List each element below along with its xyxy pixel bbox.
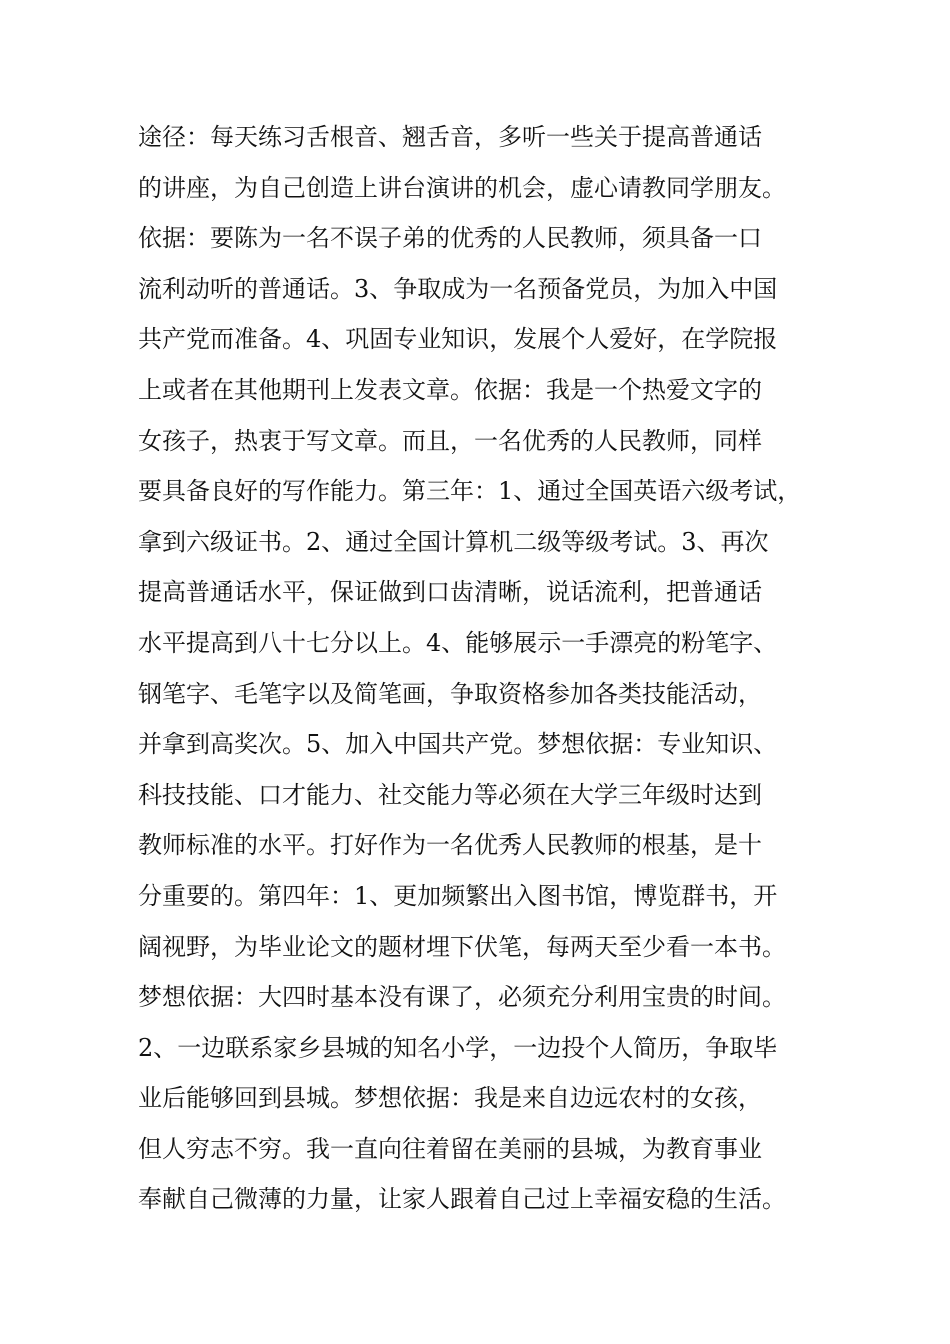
text-line: 共产党而准备。4、巩固专业知识，发展个人爱好，在学院报 (138, 325, 778, 354)
text-line: 梦想依据：大四时基本没有课了，必须充分利用宝贵的时间。 (138, 983, 786, 1012)
text-line: 水平提高到八十七分以上。4、能够展示一手漂亮的粉笔字、 (138, 628, 778, 657)
text-line: 流利动听的普通话。3、争取成为一名预备党员，为加入中国 (138, 274, 778, 303)
text-line: 钢笔字、毛笔字以及简笔画，争取资格参加各类技能活动， (138, 679, 762, 708)
text-line: 的讲座，为自己创造上讲台演讲的机会，虚心请教同学朋友。 (138, 173, 786, 202)
text-line: 拿到六级证书。2、通过全国计算机二级等级考试。3、再次 (138, 527, 769, 556)
text-line: 分重要的。第四年：1、更加频繁出入图书馆，博览群书，开 (138, 881, 778, 910)
text-line: 但人穷志不穷。我一直向往着留在美丽的县城，为教育事业 (138, 1134, 762, 1163)
text-line: 途径：每天练习舌根音、翘舌音，多听一些关于提高普通话 (138, 123, 762, 151)
text-line: 科技技能、口才能力、社交能力等必须在大学三年级时达到 (138, 780, 762, 809)
text-line: 阔视野，为毕业论文的题材埋下伏笔，每两天至少看一本书。 (138, 932, 786, 961)
text-line: 2、一边联系家乡县城的知名小学，一边投个人简历，争取毕 (138, 1033, 778, 1062)
text-line: 依据：要陈为一名不误子弟的优秀的人民教师，须具备一口 (138, 224, 762, 253)
text-line: 提高普通话水平，保证做到口齿清晰，说话流利，把普通话 (138, 578, 762, 607)
text-line: 上或者在其他期刊上发表文章。依据：我是一个热爱文字的 (138, 375, 762, 404)
body-text (138, 112, 838, 1225)
text-line: 并拿到高奖次。5、加入中国共产党。梦想依据：专业知识、 (138, 730, 778, 759)
text-line: 业后能够回到县城。梦想依据：我是来自边远农村的女孩， (138, 1084, 762, 1113)
text-line: 奉献自己微薄的力量，让家人跟着自己过上幸福安稳的生活。 (138, 1185, 786, 1214)
text-line: 要具备良好的写作能力。第三年：1、通过全国英语六级考试， (138, 477, 802, 506)
text-line: 女孩子，热衷于写文章。而且，一名优秀的人民教师，同样 (138, 426, 762, 455)
text-line: 教师标准的水平。打好作为一名优秀人民教师的根基，是十 (138, 831, 762, 860)
